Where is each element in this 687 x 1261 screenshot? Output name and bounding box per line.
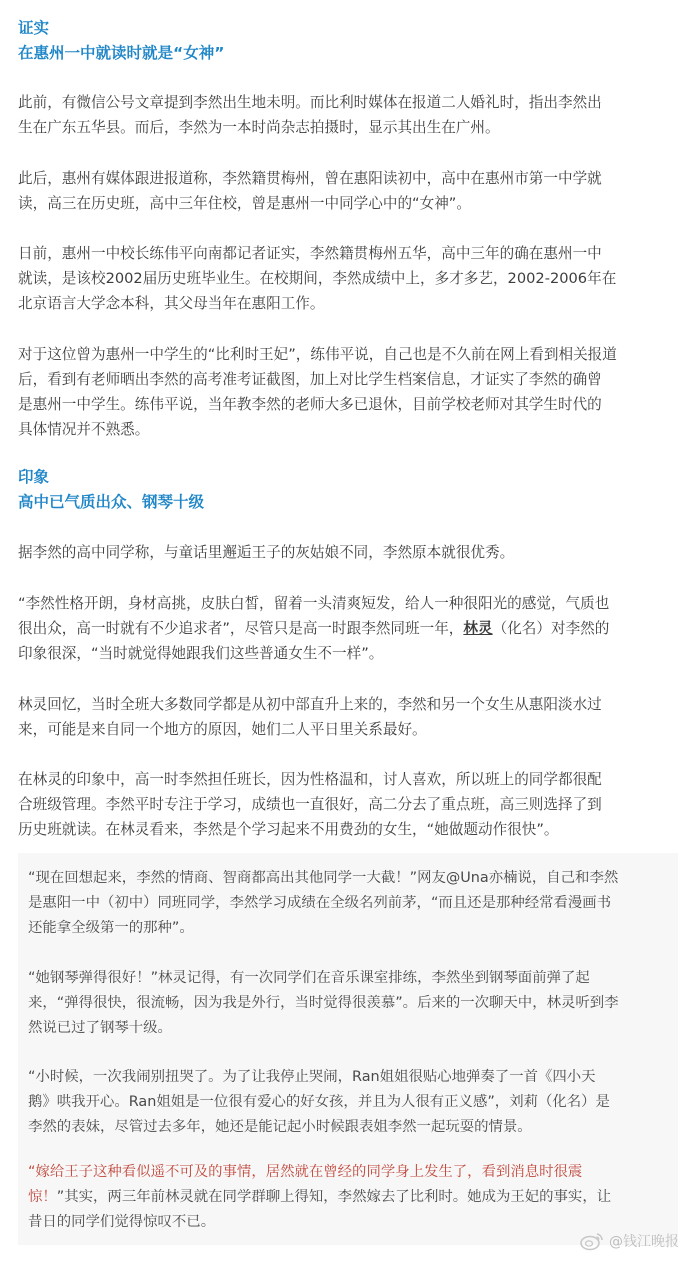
paragraph-line: 就读，是该校2002届历史班毕业生。在校期间，李然成绩中上，多才多艺，2002-2006年在 bbox=[18, 270, 617, 287]
paragraph-line: 是惠州一中学生。练伟平说，当年教李然的老师大多已退休，目前学校老师对其学生时代的 bbox=[18, 396, 602, 413]
paragraph-line: 此前，有微信公号文章提到李然出生地未明。而比利时媒体在报道二人婚礼时，指出李然出 bbox=[18, 94, 602, 111]
quote-paragraph bbox=[28, 966, 673, 1041]
paragraph-line: 印象很深，“当时就觉得她跟我们这些普通女生不一样”。 bbox=[18, 645, 384, 662]
paragraph-line: “李然性格开朗，身材高挑，皮肤白皙，留着一头清爽短发，给人一种很阳光的感觉，气质也 bbox=[18, 595, 610, 612]
paragraph bbox=[18, 241, 673, 316]
watermark-text: @钱江晚报 bbox=[609, 1234, 679, 1250]
paragraph-line: 日前，惠州一中校长练伟平向南都记者证实，李然籍贯梅州五华，高中三年的确在惠州一中 bbox=[18, 245, 602, 262]
quote-line bbox=[28, 1185, 673, 1210]
quote-line: 昔日的同学们觉得惊叹不已。 bbox=[28, 1214, 216, 1230]
paragraph bbox=[18, 540, 673, 565]
paragraph-text: 很出众，高一时就有不少追求者”，尽管只是高一时跟李然同班一年， bbox=[18, 620, 464, 637]
quote-line: “她钢琴弹得很好！”林灵记得，有一次同学们在音乐课室排练，李然坐到钢琴面前弹了起 bbox=[28, 970, 590, 986]
paragraph-line: 据李然的高中同学称，与童话里邂逅王子的灰姑娘不同，李然原本就很优秀。 bbox=[18, 544, 515, 561]
paragraph-line: 对于这位曾为惠州一中学生的“比利时王妃”，练伟平说，自己也是不久前在网上看到相关报道 bbox=[18, 346, 617, 363]
paragraph-line: 北京语言大学念本科，其父母当年在惠阳工作。 bbox=[18, 295, 325, 312]
paragraph bbox=[18, 692, 673, 742]
section-title: 高中已气质出众、钢琴十级 bbox=[18, 493, 205, 511]
paragraph bbox=[18, 90, 673, 140]
section-label: 证实 bbox=[18, 19, 50, 37]
quote-line: 鹅》哄我开心。Ran姐姐是一位很有爱心的好女孩，并且为人很有正义感”，刘莉（化名）是 bbox=[28, 1094, 610, 1110]
paragraph bbox=[18, 166, 673, 216]
quote-line: 还能拿全级第一的那种”。 bbox=[28, 920, 194, 936]
quote-paragraph bbox=[28, 866, 673, 941]
paragraph-line bbox=[18, 616, 673, 641]
quote-text: ”其实，两三年前林灵就在同学群聊上得知，李然嫁去了比利时。她成为王妃的事实，让 bbox=[56, 1189, 612, 1205]
section-title: 在惠州一中就读时就是“女神” bbox=[18, 44, 225, 62]
paragraph bbox=[18, 767, 673, 842]
quote-line: 来，“弹得很快，很流畅，因为我是外行，当时觉得很羡慕”。后来的一次聊天中，林灵听到李 bbox=[28, 995, 619, 1011]
section-label: 印象 bbox=[18, 468, 50, 486]
quote-paragraph bbox=[28, 1065, 673, 1140]
paragraph-line: 具体情况并不熟悉。 bbox=[18, 421, 150, 438]
paragraph-line: 读，高三在历史班，高中三年住校，曾是惠州一中同学心中的“女神”。 bbox=[18, 195, 471, 212]
watermark bbox=[579, 1231, 679, 1251]
highlight-line: “嫁给王子这种看似遥不可及的事情，居然就在曾经的同学身上发生了，看到消息时很震 bbox=[28, 1164, 583, 1180]
quote-line: 然说已过了钢琴十级。 bbox=[28, 1020, 172, 1036]
highlight-text: 惊！ bbox=[28, 1189, 57, 1205]
paragraph-line: 历史班就读。在林灵看来，李然是个学习起来不用费劲的女生，“她做题动作很快”。 bbox=[18, 821, 559, 838]
paragraph-line: 来，可能是来自同一个地方的原因，她们二人平日里关系最好。 bbox=[18, 721, 427, 738]
quote-line: 李然的表妹，尽管过去多年，她还是能记起小时候跟表姐李然一起玩耍的情景。 bbox=[28, 1119, 532, 1135]
quote-paragraph bbox=[28, 1160, 673, 1235]
paragraph-line: 此后，惠州有媒体跟进报道称，李然籍贯梅州，曾在惠阳读初中，高中在惠州市第一中学就 bbox=[18, 170, 602, 187]
paragraph-line: 林灵回忆，当时全班大多数同学都是从初中部直升上来的，李然和另一个女生从惠阳淡水过 bbox=[18, 696, 602, 713]
paragraph-line: 在林灵的印象中，高一时李然担任班长，因为性格温和，讨人喜欢，所以班上的同学都很配 bbox=[18, 771, 602, 788]
weibo-logo-icon bbox=[579, 1231, 605, 1251]
paragraph bbox=[18, 591, 673, 666]
person-name-link[interactable]: 林灵 bbox=[463, 620, 493, 637]
paragraph-text: （化名）对李然的 bbox=[492, 620, 610, 637]
paragraph-line: 后，看到有老师晒出李然的高考准考证截图，加上对比学生档案信息，才证实了李然的确曾 bbox=[18, 371, 602, 388]
paragraph bbox=[18, 342, 673, 442]
paragraph-line: 生在广东五华县。而后，李然为一本时尚杂志拍摄时，显示其出生在广州。 bbox=[18, 119, 500, 136]
paragraph-line: 合班级管理。李然平时专注于学习，成绩也一直很好，高二分去了重点班，高三则选择了到 bbox=[18, 796, 602, 813]
quote-line: “小时候，一次我闹别扭哭了。为了让我停止哭闹，Ran姐姐很贴心地弹奏了一首《四小天 bbox=[28, 1069, 596, 1085]
quote-line: 是惠阳一中（初中）同班同学，李然学习成绩在全级名列前茅，“而且还是那种经常看漫画书 bbox=[28, 895, 612, 911]
quote-line: “现在回想起来，李然的情商、智商都高出其他同学一大截！”网友@Una亦楠说，自己和李然 bbox=[28, 870, 619, 886]
